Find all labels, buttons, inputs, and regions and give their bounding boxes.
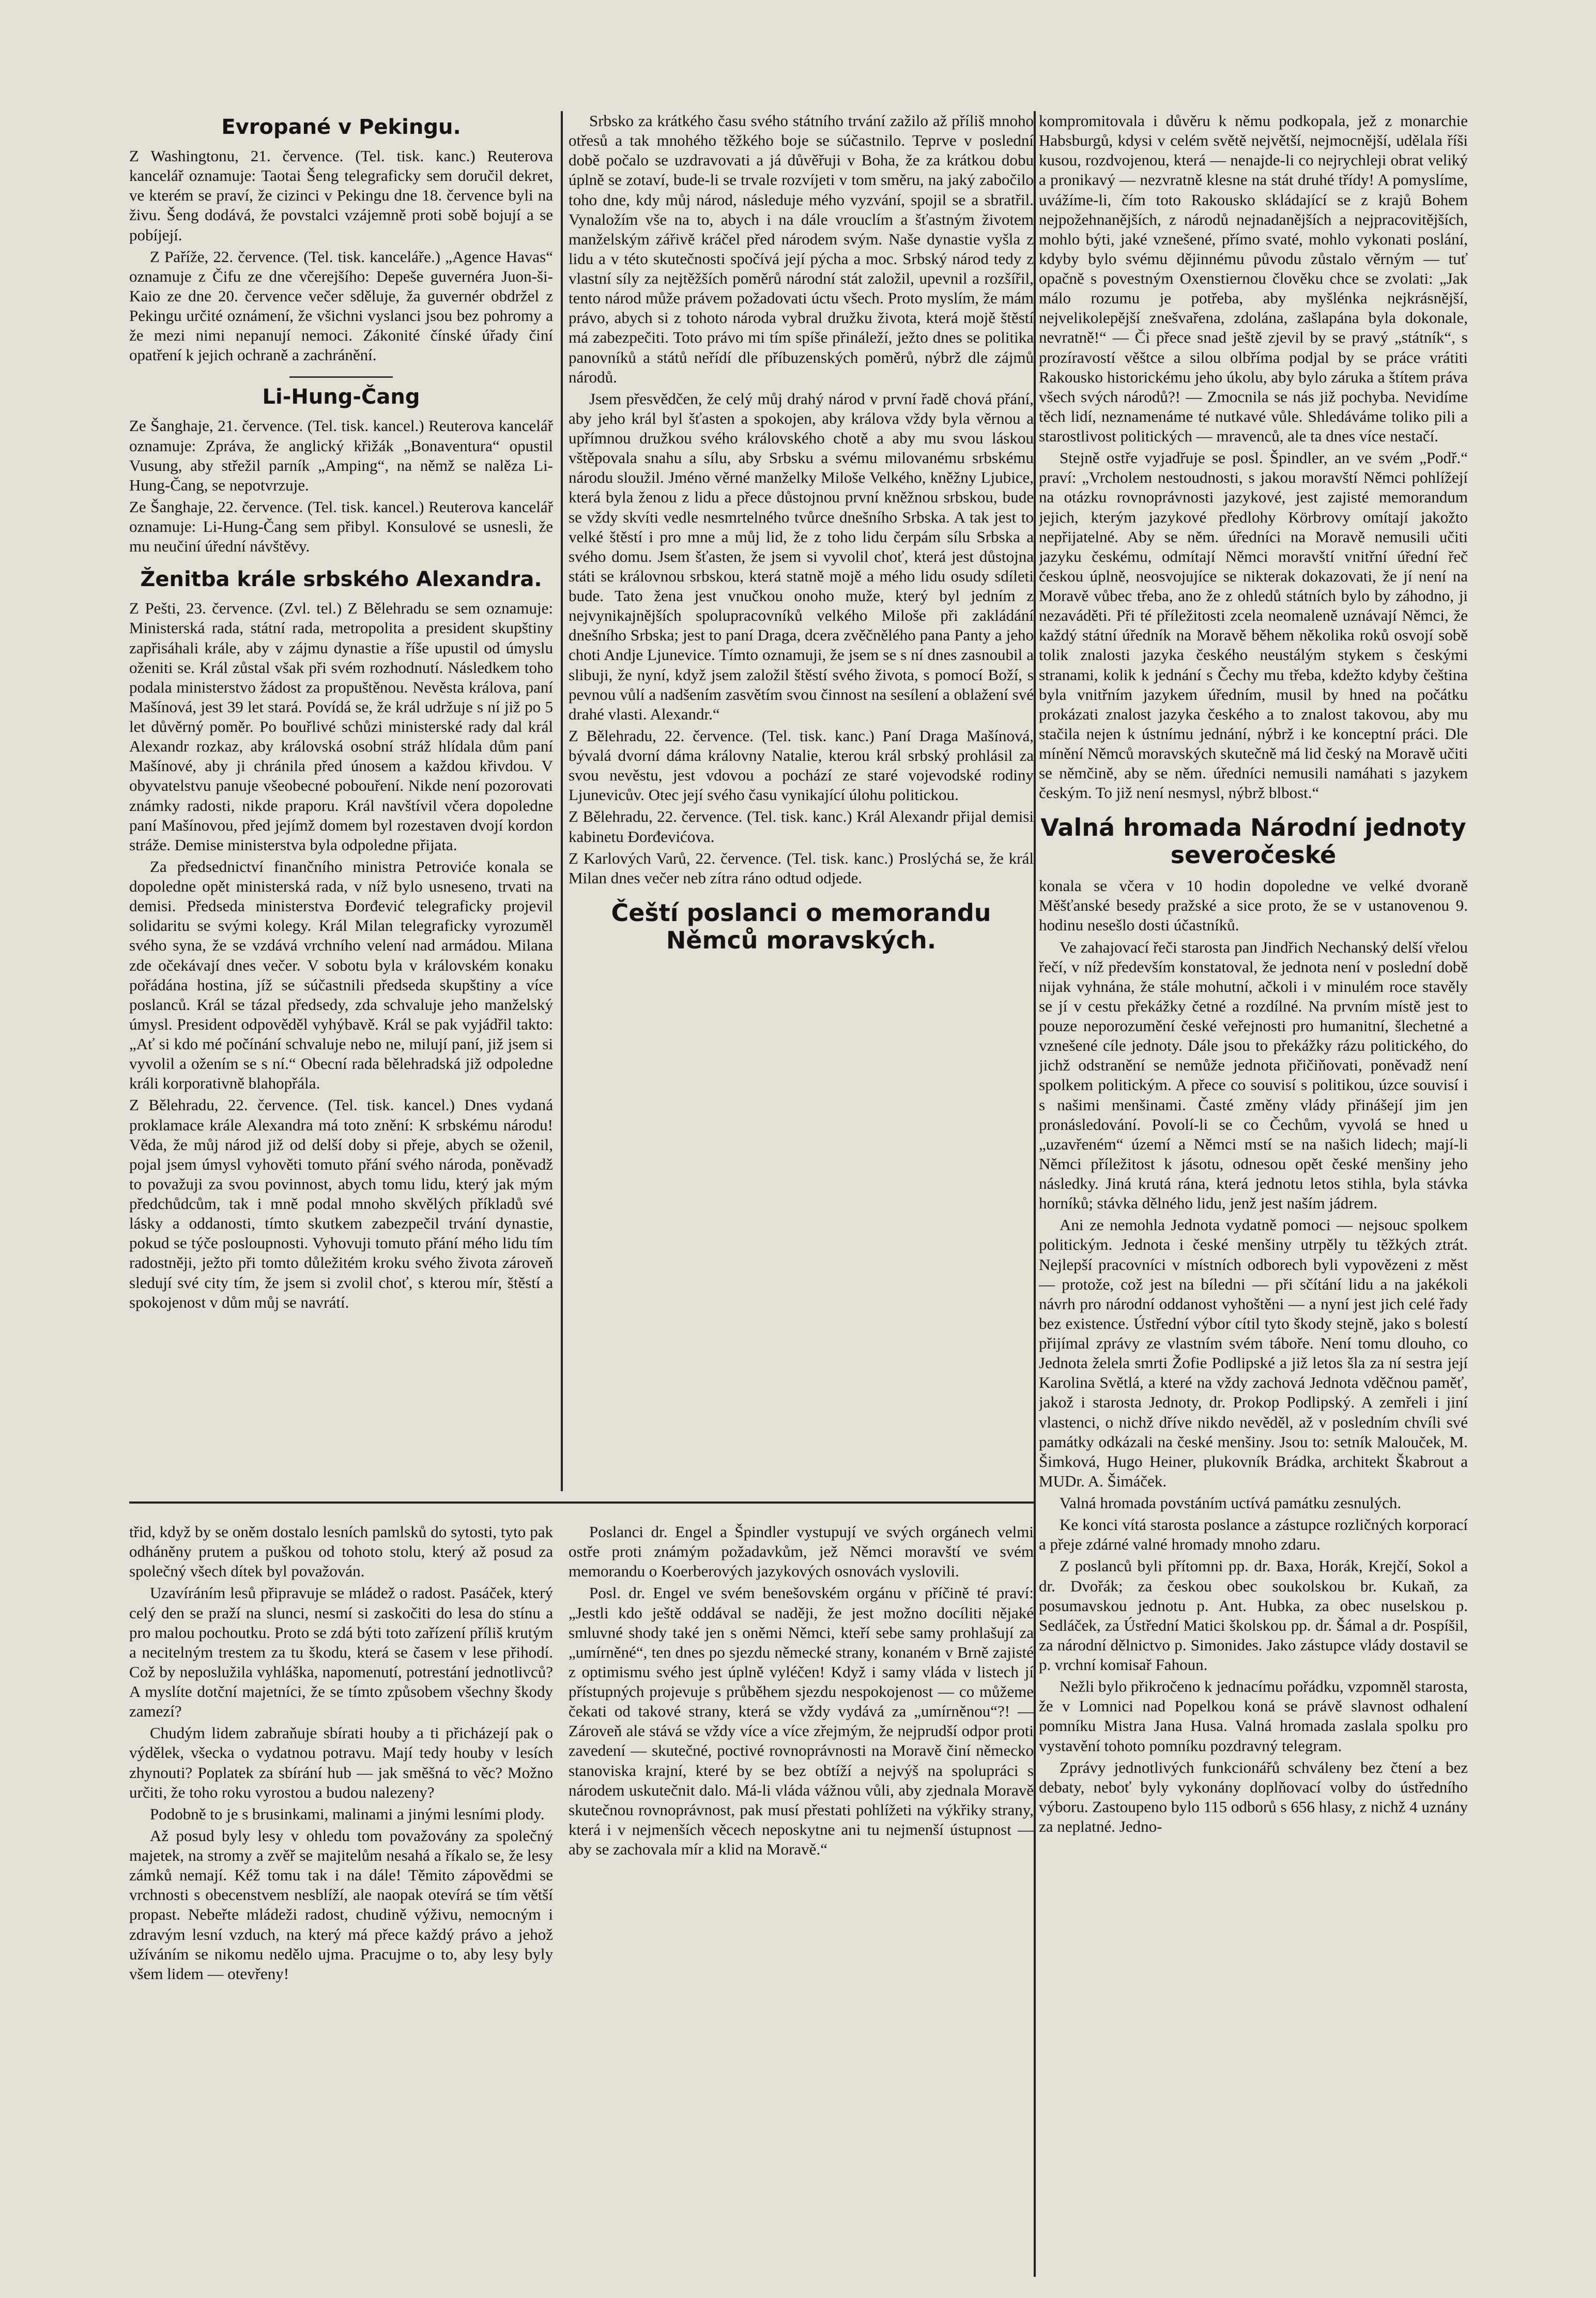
article-title: Evropané v Pekingu. xyxy=(221,115,461,139)
article-paragraph: Z Paříže, 22. července. (Tel. tisk. kanceláře.) „Agence Havas“ oznamuje z Čifu ze dne včerejšího: Depeše guvernéra Juon-ši-Kaio ze dne 20. července večer sděluje, ža guvernér obdržel z Pekingu určité oznámení, že všichni vyslanci jsou bez pohromy a že mezi nimi nepanují nemoci. Zákonité čínské úřady činí opatření k jejich ochraně a zachránění. xyxy=(129,247,553,364)
article-zenitba xyxy=(129,568,553,1312)
column-2 xyxy=(569,111,1034,1486)
article-paragraph: Z Bělehradu, 22. července. (Tel. tisk. kancel.) Dnes vydaná proklamace krále Alexandra má toto znění: K srbskému národu! Věda, že můj národ již od delší doby si přeje, abych se oženil, pojal jsem úmysl vyhověti tomuto přání svého národa, poněvadž to považuji za svou povinnost, abych tomu lidu, který jak mým předchůdcům, tak i mně podal mnoho skvělých příkladů své lásky a oddanosti, tímto skutkem zabezpečil trvání dynastie, pokud se týče posloupnosti. Vyhovuji tomuto přání mého lidu tím radostněji, ježto při tomto důležitém kroku svého života zároveň sledují své city tím, že jsem si zvolil choť, s kterou mír, štěstí a spokojenost v dům můj se navrátí. xyxy=(129,1096,553,1311)
section-rule xyxy=(129,1502,1034,1504)
article-paragraph: Zprávy jednotlivých funkcionářů schváleny bez čtení a bez debaty, neboť byly vykonány doplňovací volby do ústředního výboru. Zastoupeno bylo 115 odborů s 656 hlasy, z nichž 4 uznány za neplatné. Jedno- xyxy=(1039,1758,1468,1836)
article-paragraph: Podobně to je s brusinkami, malinami a jinými lesními plody. xyxy=(150,1804,545,1823)
article-paragraph: Valná hromada povstáním uctívá památku zesnulých. xyxy=(1060,1494,1402,1512)
article-paragraph: Z Washingtonu, 21. července. (Tel. tisk. kanc.) Reuterova kancelář oznamuje: Taotai Šeng telegraficky sem doručil dekret, ve kterém se praví, že cizinci v Pekingu dne 18. července byli na živu. Šeng dodává, že povstalci vzájemně proti sobě bojují a se pobíjejí. xyxy=(129,147,553,244)
article-paragraph: třid, když by se oněm dostalo lesních pamlsků do sytosti, tyto pak odháněny prutem a puškou od tohoto stolu, který až posud za společný všech dítek byl považován. xyxy=(129,1523,553,1581)
article-cesti-poslanci xyxy=(569,899,1034,954)
article-paragraph: Stejně ostře vyjadřuje se posl. Špindler, an ve svém „Podř.“ praví: „Vrcholem nestoudnosti, s jakou moravští Němci pohlížejí na otázku rovnoprávnosti jazykové, jest zajisté memorandum jejich, kterým jazykové předlohy Körbrovy omítají jakožto nepřijatelné. Aby se něm. úředníci na Moravě nemusili učiti jazyku českému, odmítají Němci moravští vnitřní úřední řeč českou úplně, neosvojujíce se nikterak dokazovati, že jí není na Moravě vůbec třeba, ano že z ohledů státních bylo by záhodno, ji nezaváděti. Při té příležitosti zcela neomaleně uznávají Němci, že každý státní úředník na Moravě během několika roků osvojí sobě tolik znalosti jazyka českého neustálým stykem s českými stranami, kolik k jednání s Čechy mu třeba, kdežto kdyby čeština byla vnitřním jazykem úředním, musil by hned na počátku prokázati znalost jazyka českého a to znalost takovou, aby mu stačila nejen k ústnímu jednání, nýbrž i ke konceptní práci. Dle mínění Němců moravských skutečně má lid český na Moravě učiti se němčině, aby se něm. úředníci nemusili namáhati s jazykem českým. To již není nesmysl, nýbrž blbost.“ xyxy=(1039,449,1468,802)
column-2-lower xyxy=(569,1522,1034,2277)
article-memorandum-continued xyxy=(1039,111,1468,803)
article-paragraph: Chudým lidem zabraňuje sbírati houby a ti přicházejí pak o výdělek, všecka o vydatnou potravu. Mají tedy houby v lesích zhynouti? Poplatek za sbírání hub — jak směšná to věc? Možno určiti, že toho roku vyrostou a budou nalezeny? xyxy=(129,1724,553,1801)
article-paragraph: Až posud byly lesy v ohledu tom považovány za společný majetek, na stromy a zvěř se majitelům nesahá a říkalo se, že lesy zámků nemají. Kéž tomu tak i na dále! Těmito zápovědmi se vrchnosti s obecenstvem nesblíží, ale naopak otevírá se tím větší propast. Nebeřte mládeži radost, chudině výživu, nemocným i zdravým lesní vzduch, na který má přece každý právo a jehož užíváním se nikomu nedělo ujma. Pracujme o to, aby lesy byly všem lidem — otevřeny! xyxy=(129,1826,553,1983)
article-paragraph: kompromitovala i důvěru k němu podkopala, jež z monarchie Habsburgů, kdysi v celém světě největší, nejmocnější, udělala říši kusou, rozdvojenou, která — nenajde-li co nejrychleji obrat veliký a pronikavý — nezvratně klesne na stát druhé třídy! A pomyslíme, uvážíme-li, čím toto Rakousko skládající se z krajů Bohem nejpožehnanějších, z národů nejnadanějších a nejpracovitějších, mohlo býti, jaké vznešené, přímo svaté, mohlo vykonati poslání, kdyby bylo svému dějinnému původu zůstalo věrným — tuť opačně s povestným Oxenstiernou člověku chce se zvolati: „Jak málo rozumu je potřeba, aby myšlénka nejkrásnější, nejvelikolepější znešvařena, zdolána, zašlapána byla dokonale, nevratně!“ — Či přece snad ještě zjevil by se pravý „státník“, s prozíravostí věštce a silou olbříma podjal by se práce vrátiti Rakousko historickému jeho úkolu, aby bylo záruka a štítem práva všech svých národů?! — Zmocnila se nás již pochyba. Nevidíme těch lidí, neznamenáme té nutkavé vůle. Shledáváme toliko pili a starostlivost politických — mravenců, ale ta dnes více nestačí. xyxy=(1039,112,1468,445)
article-paragraph: Nežli bylo přikročeno k jednacímu pořádku, vzpomněl starosta, že v Lomnici nad Popelkou koná se právě slavnost odhalení pomníku Mistra Jana Husa. Valná hromada zaslala spolku pro vystavění tohoto pomníku pozdravný telegram. xyxy=(1039,1677,1468,1755)
article-paragraph: Z Bělehradu, 22. července. (Tel. tisk. kanc.) Paní Draga Mašínová, bývalá dvorní dáma královny Natalie, kterou král srbský prohlásil za svou nevěstu, jest vdovou a pochází ze staré vojevodské rodiny Ljunevicův. Otec její svého času vynikající úlohu politickou. xyxy=(569,726,1034,804)
article-cesti-poslanci-body xyxy=(569,1522,1034,1859)
article-paragraph: Posl. dr. Engel ve svém benešovském orgánu v příčině té praví: „Jestli kdo ještě oddával se naději, že jest možno docíliti nějaké smluvné shody také jen s oněmi Němci, kteří sebe samy prohlašují za „umírněné“, ten dnes po sjezdu německé strany, konaném v Brně zajisté z optimismu svého jest úplně vyléčen! Když i samy vláda v listech jí přístupných projevuje s průběhem sjezdu nespokojenost — co můžeme čekati od takové strany, která se vždy vydává za „umírněnou“?! — Zároveň ale stává se vždy více a více zřejmým, že nejprudší odpor proti zavedení — skutečné, poctivé rovnoprávnosti na Moravě činí německo stanoviska krajní, které by se bez obtíží a nejvýš na spolupráci s národem uskutečnit dalo. Má-li vláda vážnou vůli, aby zjednala Moravě skutečnou rovnoprávnost, pak musí přestati pohlížeti na výkřiky strany, která i v nejmenších věcech neposkytne ani tu nejmenší ústupnost — aby se zachovala mír a klid na Moravě.“ xyxy=(569,1584,1034,1858)
article-narodni-jednota xyxy=(1039,814,1468,1836)
article-title: Ženitba krále srbského Alexandra. xyxy=(140,568,542,592)
article-lihungcang xyxy=(129,385,553,556)
article-paragraph: Ve zahajovací řeči starosta pan Jindřich Nechanský delší vřelou řečí, v níž především konstatoval, že jednota není v poslední době nijak vyhnána, že stále mohutní, ačkoli i v minulém roce stavěly se jí v cestu překážky četné a rozdílné. Na prvním místě jest to pouze neporozumění české veřejnosti pro humanitní, šlechetné a vznešené cíle jednoty. Dále jsou to překážky rázu politického, do jichž odstranění se nemůže jednota přičiňovati, poněvadž není spolkem politickým. A přece co souvisí s politikou, úzce souvisí i s našimi menšinami. Časté změny vlády přinášejí jim jen pronásledování. Povolí-li se co Čechům, vyvolá se hned u „uzavřeném“ území a Němci mstí se na našich lidech; mají-li Němci příležitost k jásotu, odnesou opět české menšiny jeho následky. Jiná krutá rána, která jednotu letos stihla, byla stávka horníků; stávka dělného lidu, jenž jest naším jádrem. xyxy=(1039,938,1468,1213)
article-paragraph: Ke konci vítá starosta poslance a zástupce rozličných korporací a přeje zdárné valné hromady mnoho zdaru. xyxy=(1039,1515,1468,1554)
article-zenitba-continued xyxy=(569,111,1034,888)
article-paragraph: Za předsednictví finančního ministra Petroviće konala se dopoledne opět ministerská rada, v níž bylo usneseno, trvati na demisi. Předseda ministerstva Đorđević telegraficky projevil solidaritu se svými kolegy. Král Milan telegraficky vyrozuměl svého syna, že se vzdává vrchního velení nad armádou. Milana zde očekávají dnes večer. V sobotu byla v královském konaku pořádána hostina, jíž se súčastnili předseda skupštiny a více poslanců. Král se tázal předsedy, zda schvaluje jeho manželský úmysl. President odpověděl vyhýbavě. Král se pak vyjádřil takto: „Ať si kdo mé počínání schvaluje nebo ne, milují paní, již jsem si vyvolil a ožením se s ní.“ Obecní rada bělehradská již odpoledne králi korporativně blahopřála. xyxy=(129,857,553,1093)
article-title: Li-Hung-Čang xyxy=(262,385,420,409)
column-rule-1 xyxy=(561,111,563,1491)
article-paragraph: Z poslanců byli přítomni pp. dr. Baxa, Horák, Krejčí, Sokol a dr. Dvořák; za českou obec soukolskou br. Kukaň, za posumavskou jednotu p. Ant. Hubka, za obec nuselskou p. Sedláček, za Ústřední Matici školskou pp. dr. Šámal a dr. Pospíšil, za národní dělnictvo p. Simonides. Jako zástupce vlády dostavil se p. vrchní komisař Fahoun. xyxy=(1039,1557,1468,1674)
column-rule-2 xyxy=(1034,111,1036,2277)
article-paragraph: Uzavíráním lesů připravuje se mládež o radost. Pasáček, který celý den se praží na slunci, nesmí si zaskočiti do lesa do stínu a pro malou pochoutku. Proto se zdá býti toto zařízení příliš krutým a necitelným trestem za tu škodu, která se časem v lese přihodí. Což by neposlužila vyhláška, napomenutí, potrestání jednotlivců? A myslíte dotční majetníci, že se tímto způsobem všechny škody zamezí? xyxy=(129,1584,553,1721)
article-paragraph: konala se včera v 10 hodin dopoledne ve velké dvoraně Měšťanské besedy pražské a sice proto, že se v ustanovenou 9. hodinu nesešlo dosti účastníků. xyxy=(1039,877,1468,934)
article-paragraph: Jsem přesvědčen, že celý můj drahý národ v první řadě chová přání, aby jeho král byl šťasten a spokojen, aby králova vždy byla věrnou a upřímnou družkou svého královského chotě a aby mu svou láskou vštěpovala snahu a sílu, aby Srbsku a svému milovanému srbskému národu sloužil. Jméno věrné manželky Miloše Velkého, kněžny Ljubice, která byla ženou z lidu a přece důstojnou první kněžnou srbskou, bude se vždy skvíti vedle nesmrtelného tvůrce dnešního Srbska. A tak jest to velké štěstí i pro mne a můj lid, že z toho lidu čerpám sílu Srbska a svého domu. Jsem šťasten, že jsem si vyvolil choť, která jest důstojna státi se královnou srbskou, která statně mojě a mého lidu osudy sdíleti bude. Tato žena jest vnučkou onoho muže, který byl jedním z nejvynikajnějších spolupracovníků velkého Miloše při zakládání dnešního Srbska; jest to paní Draga, dcera zvěčnělého pana Panty a jeho choti Andje Ljunevice. Tímto oznamuji, že jsem se s ní dnes zasnoubil a slibuji, že nyní, když jsem založil štěstí svého života, s pomocí Boží, s pevnou vůlí a nadšením zasvětím svou činnost na sesílení a oblažení své drahé vlasti. Alexandr.“ xyxy=(569,389,1034,723)
column-1 xyxy=(129,111,553,1486)
article-houby xyxy=(129,1522,553,1984)
article-paragraph: Ze Šanghaje, 22. července. (Tel. tisk. kancel.) Reuterova kancelář oznamuje: Li-Hung-Čang sem přibyl. Konsulové se usnesli, že mu neučiní úřední návštěvy. xyxy=(129,497,553,556)
column-3 xyxy=(1039,111,1468,2277)
article-paragraph: Z Karlových Varů, 22. července. (Tel. tisk. kanc.) Proslýchá se, že král Milan dnes večer neb zítra ráno odtud odjede. xyxy=(569,849,1034,887)
separator xyxy=(289,376,393,378)
article-evropane xyxy=(129,115,553,365)
article-title: Čeští poslanci o memorandu Němců moravských. xyxy=(611,898,991,954)
article-paragraph: Poslanci dr. Engel a Špindler vystupují ve svých orgánech velmi ostře proti známým požadavkům, jež Němci moravští ve svém memorandu o Koerberových jazykových osnovách vyslovili. xyxy=(569,1523,1034,1581)
article-paragraph: Ze Šanghaje, 21. července. (Tel. tisk. kancel.) Reuterova kancelář oznamuje: Zpráva, že anglický křižák „Bonaventura“ opustil Vusung, aby střežil parník „Amping“, na němž se nalěza Li-Hung-Čang, se nepotvrzuje. xyxy=(129,417,553,494)
article-paragraph: Z Pešti, 23. července. (Zvl. tel.) Z Bělehradu se sem oznamuje: Ministerská rada, státní rada, metropolita a president skupštiny zapřisáhali krále, aby v zájmu dynastie a říše upustil od úmyslu oženiti se. Král zůstal však při svém rozhodnutí. Následkem toho podala ministerstvo žádost za propuštěnou. Nevěsta králova, paní Mašínová, jest 39 let stará. Povídá se, že král udržuje s ní již po 5 let důvěrný poměr. Po bouřlivé schůzi ministerské rady dal král Alexandr rozkaz, aby královská osobní stráž hlídala dům paní Mašínové, aby ji chránila před únosem a každou křivdou. V obyvatelstvu panuje všeobecné pobouření. Nikde není pozorovati známky radosti, nikde praporu. Král navštívil včera dopoledne paní Mašínovou, před jejímž domem byl rozestaven dvojí kordon stráže. Demise ministerstva byla odpoledne přijata. xyxy=(129,599,553,854)
article-paragraph: Z Bělehradu, 22. července. (Tel. tisk. kanc.) Král Alexandr přijal demisi kabinetu Đorđevićova. xyxy=(569,807,1034,846)
article-paragraph: Srbsko za krátkého času svého státního trvání zažilo až příliš mnoho otřesů a tak mnohého těžkého boje se súčastnilo. Teprve v poslední době počalo se uzdravovati a já důvěřuji v Boha, že za krátkou dobu úplně se zotaví, bude-li se trvale rozvíjeti v tom směru, na jaký zabočilo toho dne, kdy můj národ, následuje mého vyzvání, spojil se a sbratřil. Vynaložím vše na to, abych i na dále vrouclím a šťastným životem manželským zářivě kráčel před národem svým. Naše dynastie vyšla z lidu a v této skutečnosti spočívá její pýcha a moc. Srbský národ tedy z vlastní síly za nejtěžších poměrů národní stát založil, upevnil a rozšířil, tento národ může právem požadovati úctu všech. Proto myslím, že mám právo, abych si z tohoto národa vybral družku života, která mojě štěstí má zabezpečiti. Toto právo mi tím spíše přináleží, ježto dnes se politika panovníků a států neřídí dle příbuzenských poměrů, nýbrž dle zájmů národů. xyxy=(569,112,1034,386)
article-title: Valná hromada Národní jednoty severočeské xyxy=(1040,814,1466,869)
column-1-lower xyxy=(129,1522,553,2277)
article-paragraph: Ani ze nemohla Jednota vydatně pomoci — nejsouc spolkem politickým. Jednota i české menšiny utrpěly tu těžkých ztrát. Nejlepší pracovníci v místních odborech byli vypovězeni z měst — protože, což jest na bíledni — při sčítání lidu a na jakékoli návrh pro národní oddanost vyhoštěni — a nyní jest jich celé řady bez existence. Ústřední výbor cítil tyto škody stejně, jako s bolestí přijímal zprávy ze vlastním svém táboře. Není tomu dlouho, co Jednota želela smrti Žofie Podlipské a již letos šla za ní sestra její Karolina Světlá, a které na vždy zachová Jednota vděčnou paměť, jakož i starosta Jednoty, dr. Prokop Podlipský. A zemřeli i jiní vlastenci, o nichž dříve nikdo nevěděl, až v posledním chvíli své památky odkázali na české menšiny. Jsou to: setník Malouček, M. Šimková, Hugo Heiner, plukovník Brádka, architekt Škabrout a MUDr. A. Šimáček. xyxy=(1039,1216,1468,1490)
